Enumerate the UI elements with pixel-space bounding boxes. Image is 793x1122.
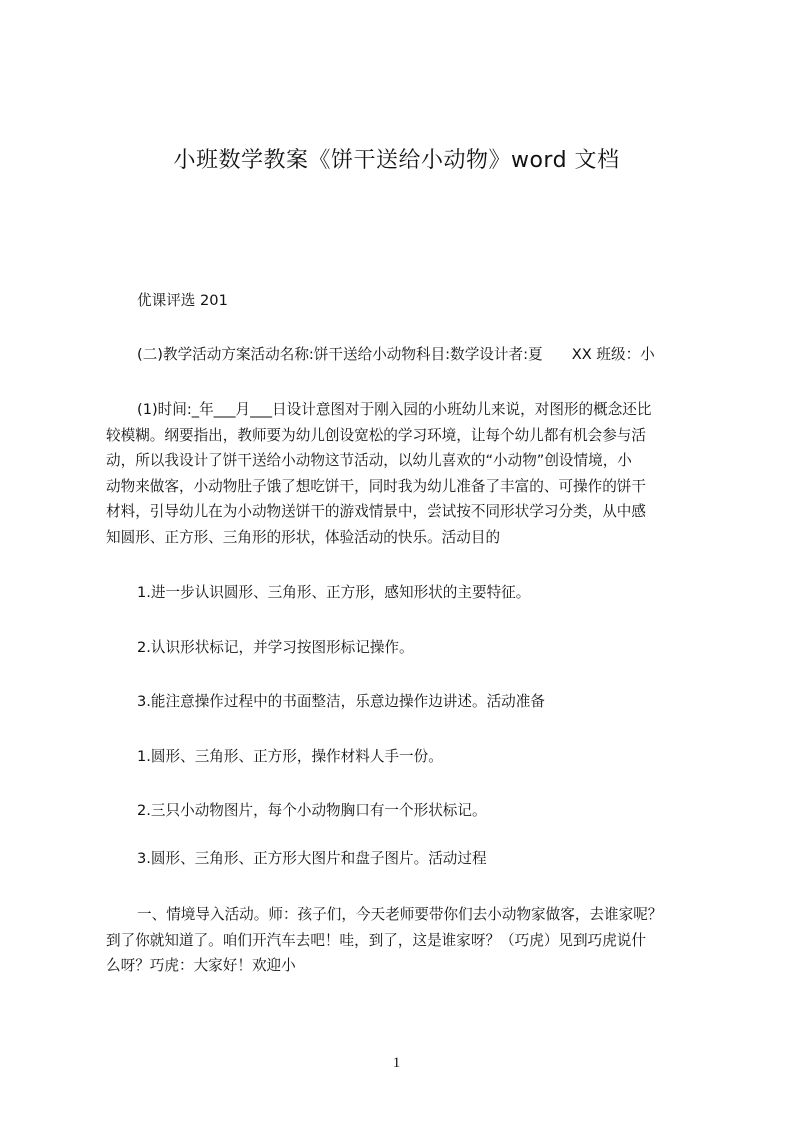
paragraph-line: 优课评选 201 xyxy=(137,292,228,309)
paragraph-line: 较模糊。纲要指出，教师要为幼儿创设宽松的学习环境，让每个幼儿都有机会参与活 xyxy=(106,426,646,444)
paragraph-line: 1.圆形、三角形、正方形，操作材料人手一份。 xyxy=(137,748,443,765)
paragraph xyxy=(106,288,710,314)
paragraph-line: (二)教学活动方案活动名称:饼干送给小动物科目:数学设计者:夏 XX 班级：小 xyxy=(137,346,655,363)
paragraph-line: 1.进一步认识圆形、三角形、正方形，感知形状的主要特征。 xyxy=(137,584,531,601)
paragraph-line: 一、情境导入活动。师：孩子们，今天老师要带你们去小动物家做客，去谁家呢？ xyxy=(137,906,663,923)
page-number: 1 xyxy=(392,1055,401,1071)
paragraph xyxy=(106,580,710,606)
paragraph-line: 到了你就知道了。咱们开汽车去吧！哇，到了，这是谁家呀？（巧虎）见到巧虎说什 xyxy=(106,931,646,949)
paragraph xyxy=(106,798,710,824)
paragraph xyxy=(106,744,710,770)
paragraph xyxy=(106,846,710,872)
paragraph-line: 3.能注意操作过程中的书面整洁，乐意边操作边讲述。活动准备 xyxy=(137,693,545,710)
paragraph-line: (1)时间:_年___月___日设计意图对于刚入园的小班幼儿来说，对图形的概念还比 xyxy=(137,401,652,418)
paragraph-line: 2.三只小动物图片，每个小动物胸口有一个形状标记。 xyxy=(137,802,487,819)
paragraph xyxy=(106,902,710,979)
paragraph-line: 么呀？巧虎：大家好！欢迎小 xyxy=(106,957,296,974)
paragraph-line: 2.认识形状标记，并学习按图形标记操作。 xyxy=(137,639,414,656)
paragraph-line: 3.圆形、三角形、正方形大图片和盘子图片。活动过程 xyxy=(137,850,487,867)
paragraph xyxy=(106,689,710,715)
paragraph xyxy=(106,342,710,368)
document-title: 小班数学教案《饼干送给小动物》word 文档 xyxy=(173,148,620,173)
paragraph xyxy=(106,397,710,550)
paragraph-line: 动物来做客，小动物肚子饿了想吃饼干，同时我为幼儿准备了丰富的、可操作的饼干 xyxy=(106,477,646,495)
paragraph-line: 知圆形、正方形、三角形的形状，体验活动的快乐。活动目的 xyxy=(106,528,501,546)
paragraph-line: 动，所以我设计了饼干送给小动物这节活动，以幼儿喜欢的“小动物”创设情境，小 xyxy=(106,452,632,469)
paragraph xyxy=(106,635,710,661)
paragraph-line: 材料，引导幼儿在为小动物送饼干的游戏情景中，尝试按不同形状学习分类，从中感 xyxy=(106,503,646,520)
